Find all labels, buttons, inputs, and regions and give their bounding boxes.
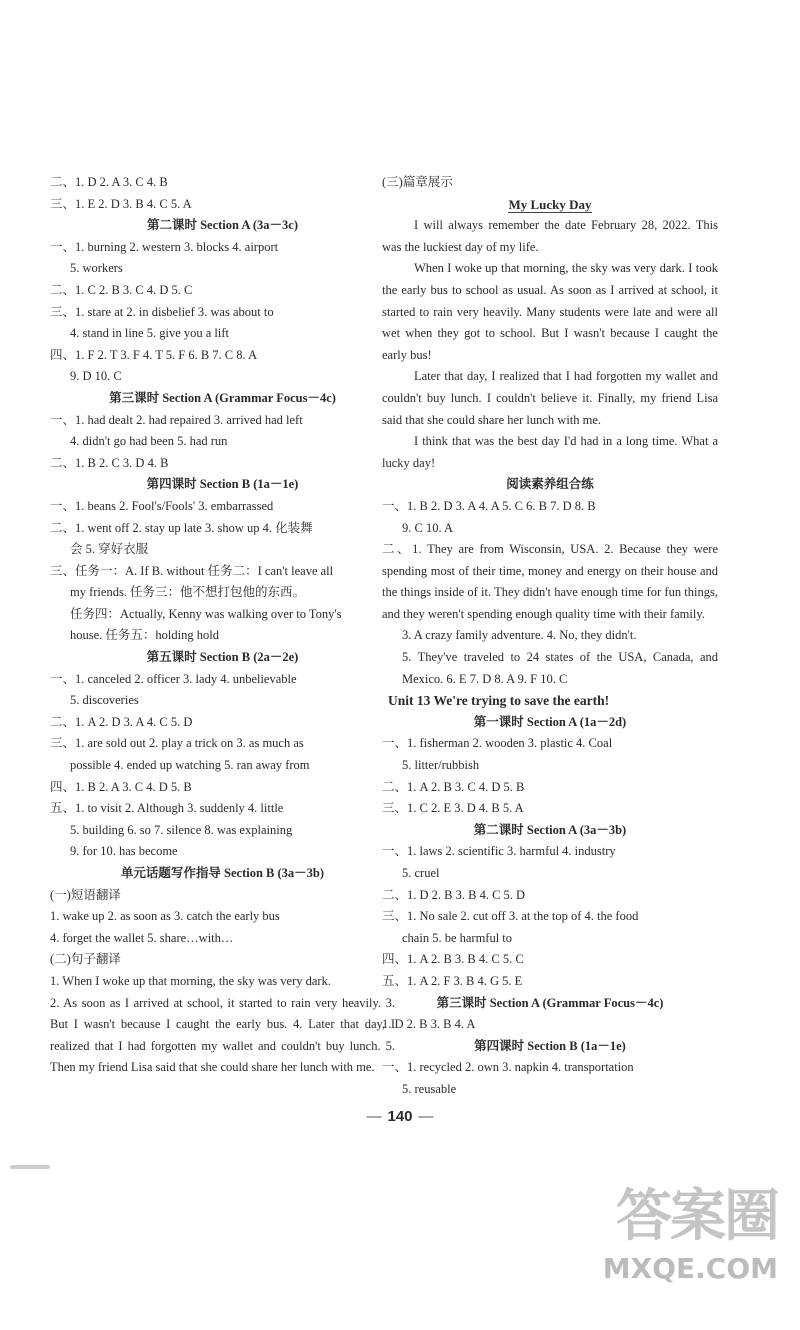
answer-line: possible 4. ended up watching 5. ran away from	[70, 758, 310, 773]
scan-smudge	[10, 1165, 50, 1169]
answer-line: 5. building 6. so 7. silence 8. was explaining	[70, 822, 293, 837]
lesson-heading: 第三课时 Section A (Grammar Focus－4c)	[109, 390, 336, 405]
reading-answers	[382, 496, 718, 690]
answer-line: 一、1. beans 2. Fool's/Fools' 3. embarrassed	[50, 498, 274, 513]
answer-line: 五、1. A 2. F 3. B 4. G 5. E	[382, 973, 523, 988]
essay-paragraph: I think that was the best day I'd had in a long time. What a lucky day!	[382, 434, 718, 470]
lesson-heading: 第二课时 Section A (3a－3c)	[146, 218, 299, 233]
answer-line: 二、1. went off 2. stay up late 3. show up 4. 化装舞	[50, 520, 313, 535]
answer-line: 三、1. No sale 2. cut off 3. at the top of 4. the food	[382, 909, 639, 924]
answer-line: 三、1. E 2. D 3. B 4. C 5. A	[50, 196, 192, 211]
answer-line: 二、1. A 2. B 3. C 4. D 5. B	[382, 779, 525, 794]
answer-line: 二、1. B 2. C 3. D 4. B	[50, 455, 169, 470]
answer-line: 二、1. D 2. A 3. C 4. B	[50, 175, 168, 189]
answer-line: 四、1. B 2. A 3. C 4. D 5. B	[50, 779, 192, 794]
answer-line: 五、1. to visit 2. Although 3. suddenly 4. little	[50, 801, 284, 816]
answer-line: 会 5. 穿好衣服	[70, 542, 149, 557]
answer-line: 三、任务一：A. If B. without 任务二：I can't leave all	[50, 563, 334, 578]
answer-line: 二、1. They are from Wisconsin, USA. 2. Because they were spending most of their time, money and energy on their house and the things inside of it. They didn't have enough time for fun things, and they weren't spending enough quality time with their family.	[382, 542, 718, 621]
lesson-heading: 第四课时 Section B (1a－1e)	[474, 1038, 626, 1053]
answer-line: 5. They've traveled to 24 states of the USA, Canada, and Mexico. 6. E 7. D 8. A 9. F 10. C	[402, 650, 718, 686]
answer-line: 3. A crazy family adventure. 4. No, they didn't.	[402, 628, 637, 643]
answer-line: 5. litter/rubbish	[402, 758, 480, 773]
answer-line: 1. D 2. B 3. B 4. A	[382, 1017, 476, 1032]
answer-line: 9. C 10. A	[402, 520, 454, 535]
answer-line: 二、1. C 2. B 3. C 4. D 5. C	[50, 282, 193, 297]
answer-line: 一、1. had dealt 2. had repaired 3. arrived had left	[50, 412, 303, 427]
answer-line: 1. When I woke up that morning, the sky was very dark.	[50, 973, 331, 988]
lesson-heading: 第四课时 Section B (1a－1e)	[146, 477, 299, 492]
reading-heading: 阅读素养组合练	[506, 477, 594, 492]
essay-paragraph: When I woke up that morning, the sky was very dark. I took the early bus to school as usual. As soon as I arrived at school, it started to rain very heavily. Many students were late and were all wet when they got to school. But I wasn't because I caught the early bus!	[382, 261, 718, 362]
essay-paragraph: Later that day, I realized that I had forgotten my wallet and couldn't buy lunch. I couldn't believe it. Finally, my friend Lisa said that she could share her lunch with me.	[382, 369, 718, 427]
answer-line: 一、1. burning 2. western 3. blocks 4. airport	[50, 239, 279, 254]
answer-line: house. 任务五：holding hold	[70, 628, 219, 643]
lesson-heading: 第二课时 Section A (3a－3b)	[473, 822, 627, 837]
essay-paragraph: I will always remember the date February 28, 2022. This was the luckiest day of my life.	[382, 218, 718, 254]
answer-line: 5. discoveries	[70, 693, 139, 708]
section-label: (三)篇章展示	[382, 175, 453, 189]
watermark-url: MXQE.COM	[602, 1252, 778, 1285]
answer-line: 二、1. D 2. B 3. B 4. C 5. D	[382, 887, 526, 902]
answer-line: 5. workers	[70, 261, 123, 276]
answer-line: 5. reusable	[402, 1081, 457, 1096]
watermark-logo	[578, 1182, 778, 1312]
answer-line: 4. didn't go had been 5. had run	[70, 434, 228, 449]
essay-title: My Lucky Day	[508, 196, 592, 212]
lesson-heading: 单元话题写作指导 Section B (3a－3b)	[120, 866, 325, 880]
answer-line: 一、1. fisherman 2. wooden 3. plastic 4. Coal	[382, 736, 613, 751]
answer-line: chain 5. be harmful to	[402, 930, 513, 945]
page-number: — 140 —	[0, 1108, 800, 1125]
answer-line: 二、1. A 2. D 3. A 4. C 5. D	[50, 714, 193, 729]
left-answer-column	[50, 172, 395, 1079]
answer-line: 9. D 10. C	[70, 369, 122, 384]
answer-line: 2. As soon as I arrived at school, it started to rain very heavily. 3. But I wasn't because I caught the early bus. 4. Later that day, I realized that I had forgotten my wallet and couldn't buy lunch. 5. Then my friend Lisa said that she could share her lunch with me.	[50, 995, 395, 1075]
right-answer-column	[382, 172, 718, 1101]
answer-line: 四、1. F 2. T 3. F 4. T 5. F 6. B 7. C 8. A	[50, 347, 258, 362]
answer-line: 4. forget the wallet 5. share…with…	[50, 930, 234, 945]
answer-line: 一、1. B 2. D 3. A 4. A 5. C 6. B 7. D 8. B	[382, 498, 596, 513]
watermark-text: 答案圈	[616, 1184, 778, 1249]
answer-line: 4. stand in line 5. give you a lift	[70, 326, 230, 341]
answer-line: 一、1. laws 2. scientific 3. harmful 4. industry	[382, 844, 616, 859]
essay-paragraphs	[382, 215, 718, 474]
lesson-heading: 第一课时 Section A (1a－2d)	[473, 714, 627, 729]
answer-line: 一、1. canceled 2. officer 3. lady 4. unbelievable	[50, 671, 297, 686]
answer-line: (二)句子翻译	[50, 952, 121, 967]
answer-line: 5. cruel	[402, 866, 440, 880]
answer-line: 四、1. A 2. B 3. B 4. C 5. C	[382, 952, 524, 967]
answer-line: 三、1. are sold out 2. play a trick on 3. as much as	[50, 736, 304, 751]
answer-line: 9. for 10. has become	[70, 844, 178, 859]
answer-line: 1. wake up 2. as soon as 3. catch the early bus	[50, 909, 280, 924]
answer-line: my friends. 任务三：他不想打包他的东西。	[70, 585, 306, 600]
unit-answers	[382, 712, 718, 1101]
answer-line: (一)短语翻译	[50, 887, 121, 902]
answer-line: 一、1. recycled 2. own 3. napkin 4. transportation	[382, 1060, 634, 1075]
lesson-heading: 第五课时 Section B (2a－2e)	[146, 650, 299, 665]
answer-line: 三、1. C 2. E 3. D 4. B 5. A	[382, 801, 524, 816]
answer-line: 三、1. stare at 2. in disbelief 3. was about to	[50, 304, 274, 319]
unit-title: Unit 13 We're trying to save the earth!	[388, 693, 610, 709]
lesson-heading: 第三课时 Section A (Grammar Focus－4c)	[436, 995, 664, 1010]
answer-line: 任务四：Actually, Kenny was walking over to Tony's	[70, 606, 342, 621]
